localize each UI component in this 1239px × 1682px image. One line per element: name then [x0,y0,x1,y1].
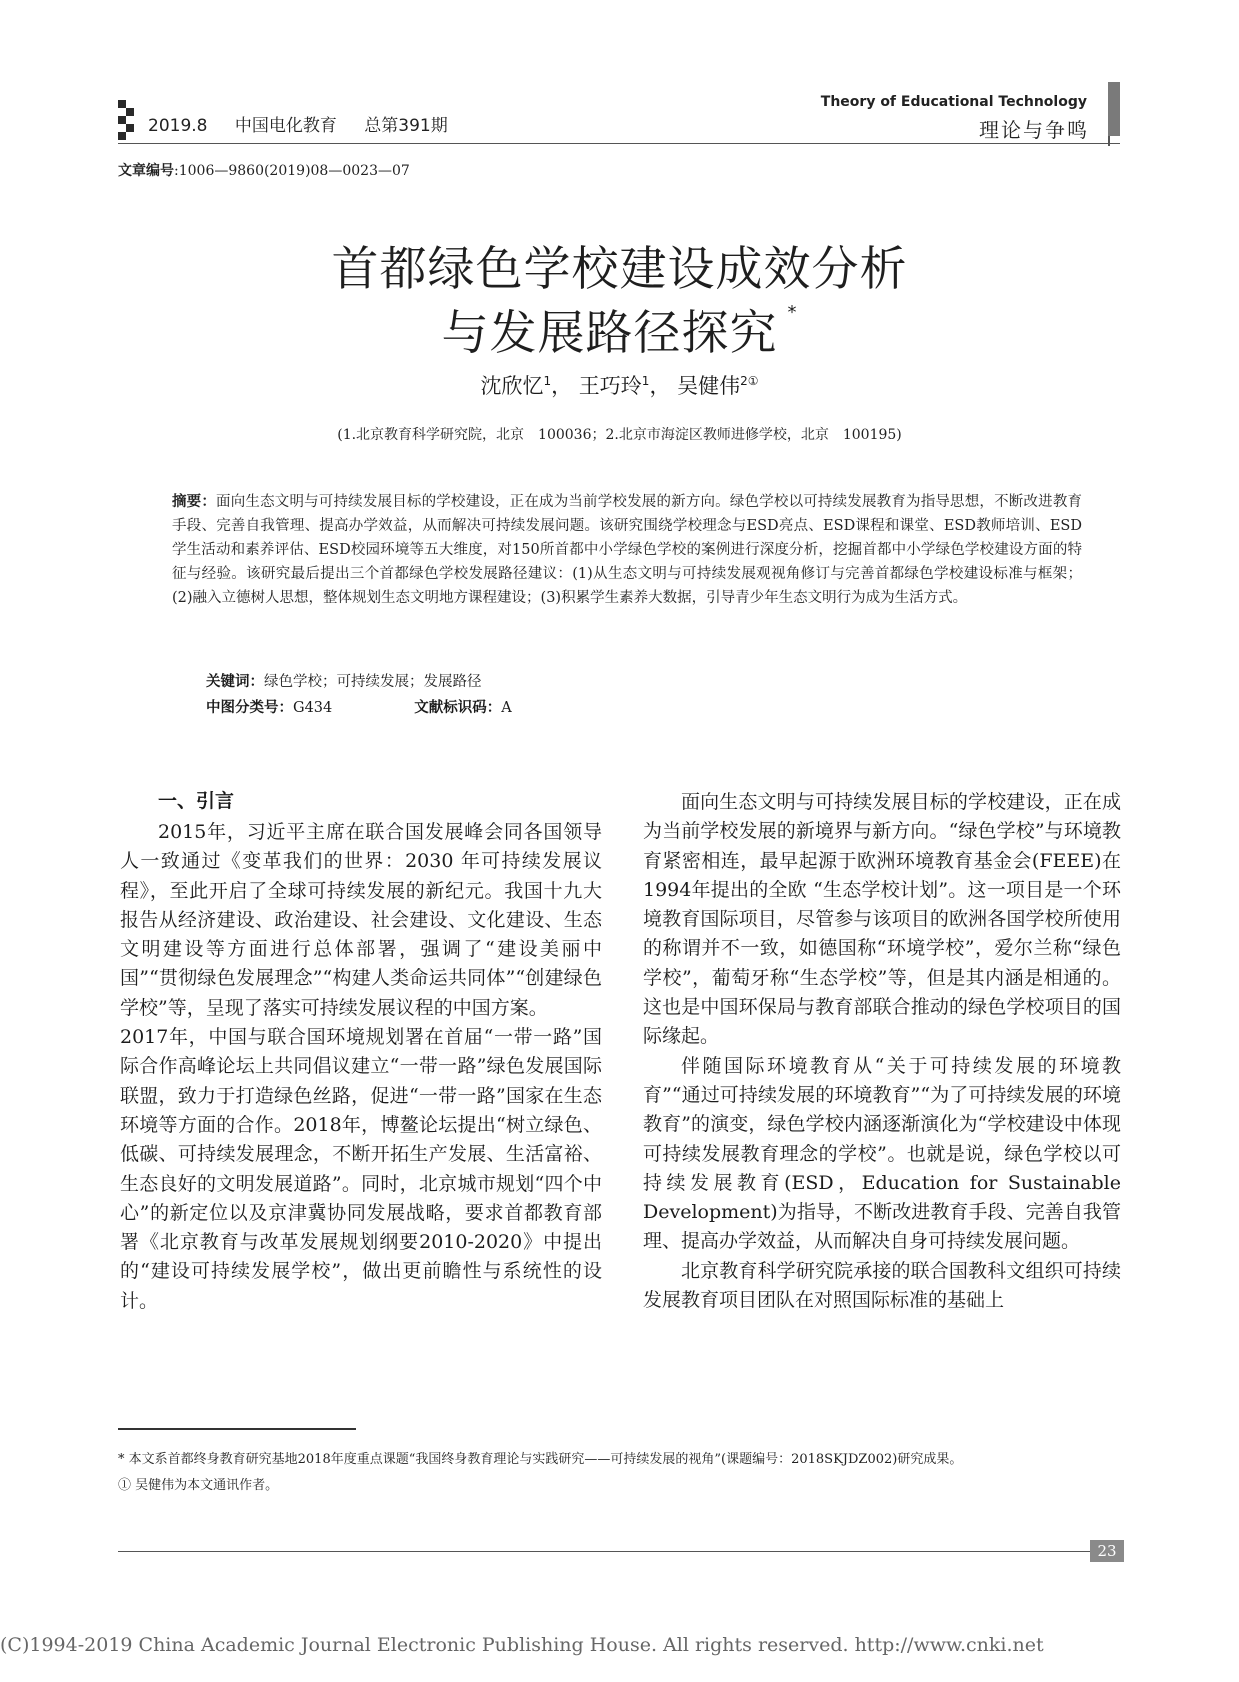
author-1: 沈欣忆 [480,374,544,398]
author-separator: ， [649,374,671,398]
total-issue: 总第391期 [364,116,448,136]
footnote: ① 吴健伟为本文通讯作者。 [118,1478,279,1493]
author-list [0,370,1239,400]
title-line-1: 首都绿色学校建设成效分析 [331,242,908,297]
footnote: * 本文系首都终身教育研究基地2018年度重点课题“我国终身教育理论与实践研究——可持续发展的视角”(课题编号：2018SKJDZ002)研究成果。 [118,1452,963,1467]
issue-date: 2019.8 [148,116,208,136]
paragraph: 伴随国际环境教育从“关于可持续发展的环境教育”“通过可持续发展的环境教育”“为了可持续发展的环境教育”的演变，绿色学校内涵逐渐演化为“学校建设中体现可持续发展教育理念的学校”。也就是说，绿色学校以可持续发展教育(ESD，Education for Sustainable Development)为指导，不断改进教育手段、完善自我管理、提高办学效益，从而解决自身可持续发展问题。 [643,1054,1121,1253]
title-line-2 [0,296,1239,363]
footnote-rule [118,1428,356,1430]
doc-code-value: A [501,700,512,716]
article-number [118,160,410,180]
clc-value: G434 [293,700,333,716]
keywords [206,670,482,691]
keywords-text: 绿色学校；可持续发展；发展路径 [264,674,482,690]
article-number-value: :1006—9860(2019)08—0023—07 [174,163,410,179]
abstract-label: 摘要： [172,494,217,510]
article-number-label: 文章编号 [118,163,174,179]
title-footnote-mark: * [787,302,798,323]
header-bar [1108,82,1120,136]
paragraph: 北京教育科学研究院承接的联合国教科文组织可持续发展教育项目团队在对照国际标准的基础上 [643,1259,1121,1312]
keywords-label: 关键词： [206,674,264,690]
paragraph: 面向生态文明与可持续发展目标的学校建设，正在成为当前学校发展的新境界与新方向。“绿色学校”与环境教育紧密相连，最早起源于欧洲环境教育基金会(FEEE)在1994年提出的全欧 “生态学校计划”。这一项目是一个环境教育国际项目，尽管参与该项目的欧洲各国学校所使用的称谓并不一致，如德国称“环境学校”，爱尔兰称“绿色学校”，葡萄牙称“生态学校”等，但是其内涵是相通的。这也是中国环保局与教育部联合推动的绿色学校项目的国际缘起。 [643,791,1121,1048]
copyright-notice: (C)1994-2019 China Academic Journal Electronic Publishing House. All rights reserved. http://www.cnki.net [0,1634,1044,1656]
author-1-affil: 1 [543,374,552,388]
author-2-affil: 1 [641,374,650,388]
affiliations: (1.北京教育科学研究院，北京 100036；2.北京市海淀区教师进修学校，北京 100195) [337,427,902,443]
author-2: 王巧玲 [578,374,642,398]
clc-label: 中图分类号： [206,700,293,716]
author-3: 吴健伟 [677,374,741,398]
page-number: 23 [1090,1540,1124,1562]
left-column [120,818,602,1316]
abstract-text: 面向生态文明与可持续发展目标的学校建设，正在成为当前学校发展的新方向。绿色学校以可持续发展教育为指导思想，不断改进教育手段、完善自我管理、提高办学效益，从而解决可持续发展问题。该研究围绕学校理念与ESD亮点、ESD课程和课堂、ESD教师培训、ESD学生活动和素养评估、ESD校园环境等五大维度，对150所首都中小学绿色学校的案例进行深度分析，挖掘首都中小学绿色学校建设方面的特征与经验。该研究最后提出三个首都绿色学校发展路径建议：(1)从生态文明与可持续发展观视角修订与完善首都绿色学校建设标准与框架；(2)融入立德树人思想，整体规划生态文明地方课程建设；(3)积累学生素养大数据，引导青少年生态文明行为成为生活方式。 [172,494,1083,606]
paragraph: 2015年，习近平主席在联合国发展峰会同各国领导人一致通过《变革我们的世界：2030 年可持续发展议程》，至此开启了全球可持续发展的新纪元。我国十九大报告从经济建设、政治建设、社会建设、文化建设、生态文明建设等方面进行总体部署，强调了“建设美丽中国”“贯彻绿色发展理念”“构建人类命运共同体”“创建绿色学校”等，呈现了落实可持续发展议程的中国方案。 [120,821,602,1019]
header-rule-tick [1108,136,1110,146]
paragraph: 2017年，中国与联合国环境规划署在首届“一带一路”国际合作高峰论坛上共同倡议建立“一带一路”绿色发展国际联盟，致力于打造绿色丝路，促进“一带一路”国家在生态环境等方面的合作。2018年，博鳌论坛提出“树立绿色、低碳、可持续发展理念，不断开拓生产发展、生活富裕、生态良好的文明发展道路”。同时，北京城市规划“四个中心”的新定位以及京津冀协同发展战略，要求首都教育部署《北京教育与改革发展规划纲要2010-2020》中提出的“建设可持续发展学校”，做出更前瞻性与系统性的设计。 [120,1026,602,1312]
header-rule [118,143,1120,144]
author-3-affil: 2① [740,374,759,388]
footnotes [118,1450,1120,1496]
classification [206,696,512,717]
journal-name: 中国电化教育 [234,116,337,136]
author-separator: ， [551,374,573,398]
column-name-cn: 理论与争鸣 [979,118,1089,142]
abstract [172,490,1082,610]
title-line-2-text: 与发展路径探究 [441,306,778,361]
journal-mark-icon [118,100,138,140]
right-column [643,788,1121,1315]
footer-rule [118,1551,1092,1552]
doc-code-label: 文献标识码： [414,700,502,716]
column-name-en: Theory of Educational Technology [820,94,1087,110]
running-header [148,111,470,136]
section-heading: 一、引言 [158,790,235,812]
